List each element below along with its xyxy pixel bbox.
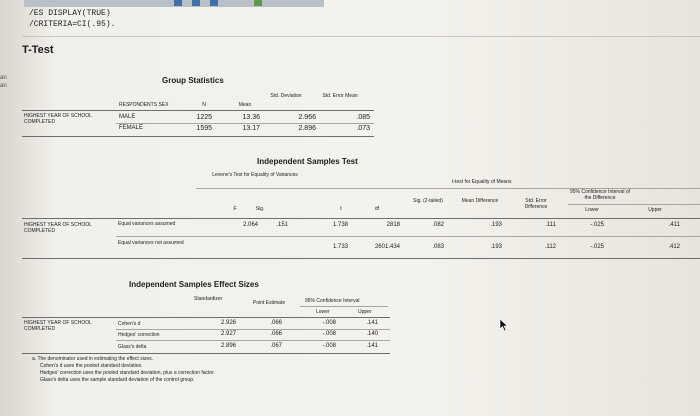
cell-mean: 13.36 xyxy=(242,114,260,121)
cell-md: .193 xyxy=(490,244,502,250)
table-rule xyxy=(22,353,390,354)
cell-df: 2818 xyxy=(386,222,400,228)
cell-sig2: .082 xyxy=(432,222,444,228)
col-sig2: Sig. (2-tailed) xyxy=(413,198,443,204)
cell-sd: 2.896 xyxy=(298,125,316,132)
row-rule xyxy=(116,329,390,330)
ci-header: 95% Confidence Interval of the Difference xyxy=(569,189,631,201)
effect-col-std: Standardizer xyxy=(194,296,223,302)
group-stats-header-grouping: RESPONDENTS SEX xyxy=(119,102,169,108)
cell-t: 1.738 xyxy=(332,222,348,228)
row-label: Hedges' correction xyxy=(118,332,160,338)
cell-upper: .141 xyxy=(366,320,378,326)
cell-sig: .151 xyxy=(276,222,288,228)
cell-n: 1225 xyxy=(196,114,212,121)
effect-col-lower: Lower xyxy=(316,309,330,315)
cell-std: 2.927 xyxy=(220,331,236,337)
col-sed: Std. Error Difference xyxy=(524,198,548,210)
levene-header: Levene's Test for Equality of Variances xyxy=(212,172,298,178)
group-stats-title: Group Statistics xyxy=(162,76,224,85)
group-stats-header-se: Std. Error Mean xyxy=(322,93,358,99)
cell-sed: .112 xyxy=(544,244,556,250)
mouse-cursor-icon xyxy=(499,318,509,332)
group-stats-variable: HIGHEST YEAR OF SCHOOL COMPLETED xyxy=(24,113,92,125)
table-rule xyxy=(22,110,374,111)
cell-df: 2601.434 xyxy=(374,244,400,250)
row-label: Equal variances assumed xyxy=(118,221,176,227)
ind-test-variable: HIGHEST YEAR OF SCHOOL COMPLETED xyxy=(24,222,92,234)
syntax-line-2: /CRITERIA=CI(.95). xyxy=(29,20,116,29)
ind-test-title: Independent Samples Test xyxy=(257,157,358,166)
row-rule xyxy=(116,340,390,341)
group-label: FEMALE xyxy=(119,125,144,131)
footnote: Hedges' correction uses the pooled standard deviation, plus a correction factor. xyxy=(40,370,215,376)
header-rule xyxy=(568,204,700,205)
cell-std: 2.896 xyxy=(220,343,236,349)
cell-lower: -.025 xyxy=(590,244,604,250)
cell-upper: .411 xyxy=(668,222,680,228)
row-label: Equal variances not assumed xyxy=(118,240,184,246)
cell-pe: .066 xyxy=(270,320,282,326)
cell-lower: -.025 xyxy=(590,222,604,228)
table-rule xyxy=(22,258,700,259)
syntax-line-1: /ES DISPLAY(TRUE) xyxy=(29,9,111,18)
cell-mean: 13.17 xyxy=(242,125,260,132)
cell-sig2: .083 xyxy=(432,244,444,250)
toolbar-strip xyxy=(24,0,324,7)
group-stats-header-sd: Std. Deviation xyxy=(270,93,302,99)
effect-col-ci: 95% Confidence Interval xyxy=(305,298,360,304)
col-t: t xyxy=(340,206,342,212)
col-df: df xyxy=(374,206,380,212)
footnote: a. The denominator used in estimating the effect sizes. xyxy=(32,356,153,362)
cell-upper: .412 xyxy=(668,244,680,250)
group-label: MALE xyxy=(119,114,136,120)
effect-title: Independent Samples Effect Sizes xyxy=(129,280,259,289)
table-rule xyxy=(22,218,700,219)
row-rule xyxy=(116,236,700,237)
toolbar-icon[interactable] xyxy=(254,0,262,6)
cell-upper: .141 xyxy=(366,343,378,349)
group-stats-header-n: N xyxy=(202,102,206,108)
cell-std: 2.926 xyxy=(220,320,236,326)
cell-f: 2.064 xyxy=(242,222,258,228)
cell-n: 1595 xyxy=(196,125,212,132)
cell-pe: .067 xyxy=(270,343,282,349)
col-lower: Lower xyxy=(585,207,599,213)
margin-label: an xyxy=(0,75,7,81)
col-f: F xyxy=(233,206,237,212)
cell-se: .085 xyxy=(356,114,370,121)
effect-variable: HIGHEST YEAR OF SCHOOL COMPLETED xyxy=(24,320,92,332)
row-label: Cohen's d xyxy=(118,321,141,327)
toolbar-icon[interactable] xyxy=(192,0,200,6)
margin-label: an xyxy=(0,83,7,89)
ttest-header: t-test for Equality of Means xyxy=(452,179,512,185)
toolbar-icon[interactable] xyxy=(210,0,218,6)
header-rule xyxy=(300,306,388,307)
effect-col-upper: Upper xyxy=(358,309,372,315)
cell-se: .073 xyxy=(356,125,370,132)
header-rule xyxy=(196,188,700,189)
cell-lower: -.008 xyxy=(322,320,336,326)
col-sig: Sig. xyxy=(255,206,265,212)
cell-t: 1.733 xyxy=(332,244,348,250)
table-rule xyxy=(22,136,374,137)
cell-sd: 2.966 xyxy=(298,114,316,121)
divider xyxy=(22,36,700,37)
cell-lower: -.008 xyxy=(322,331,336,337)
group-stats-header-mean: Mean xyxy=(238,102,252,108)
cell-md: .193 xyxy=(490,222,502,228)
page-title: T-Test xyxy=(22,44,54,56)
row-label: Glass's delta xyxy=(118,344,147,350)
cell-lower: -.008 xyxy=(322,343,336,349)
cell-upper: .140 xyxy=(366,331,378,337)
footnote: Cohen's d uses the pooled standard deviation. xyxy=(40,363,143,369)
effect-col-pe: Point Estimate xyxy=(252,300,286,306)
col-upper: Upper xyxy=(648,207,662,213)
col-md: Mean Difference xyxy=(461,198,499,204)
footnote: Glass's delta uses the sample standard deviation of the control group. xyxy=(40,377,195,383)
table-rule xyxy=(22,317,390,318)
cell-pe: .066 xyxy=(270,331,282,337)
row-rule xyxy=(116,123,374,124)
cell-sed: .111 xyxy=(545,222,556,228)
toolbar-icon[interactable] xyxy=(174,0,182,6)
